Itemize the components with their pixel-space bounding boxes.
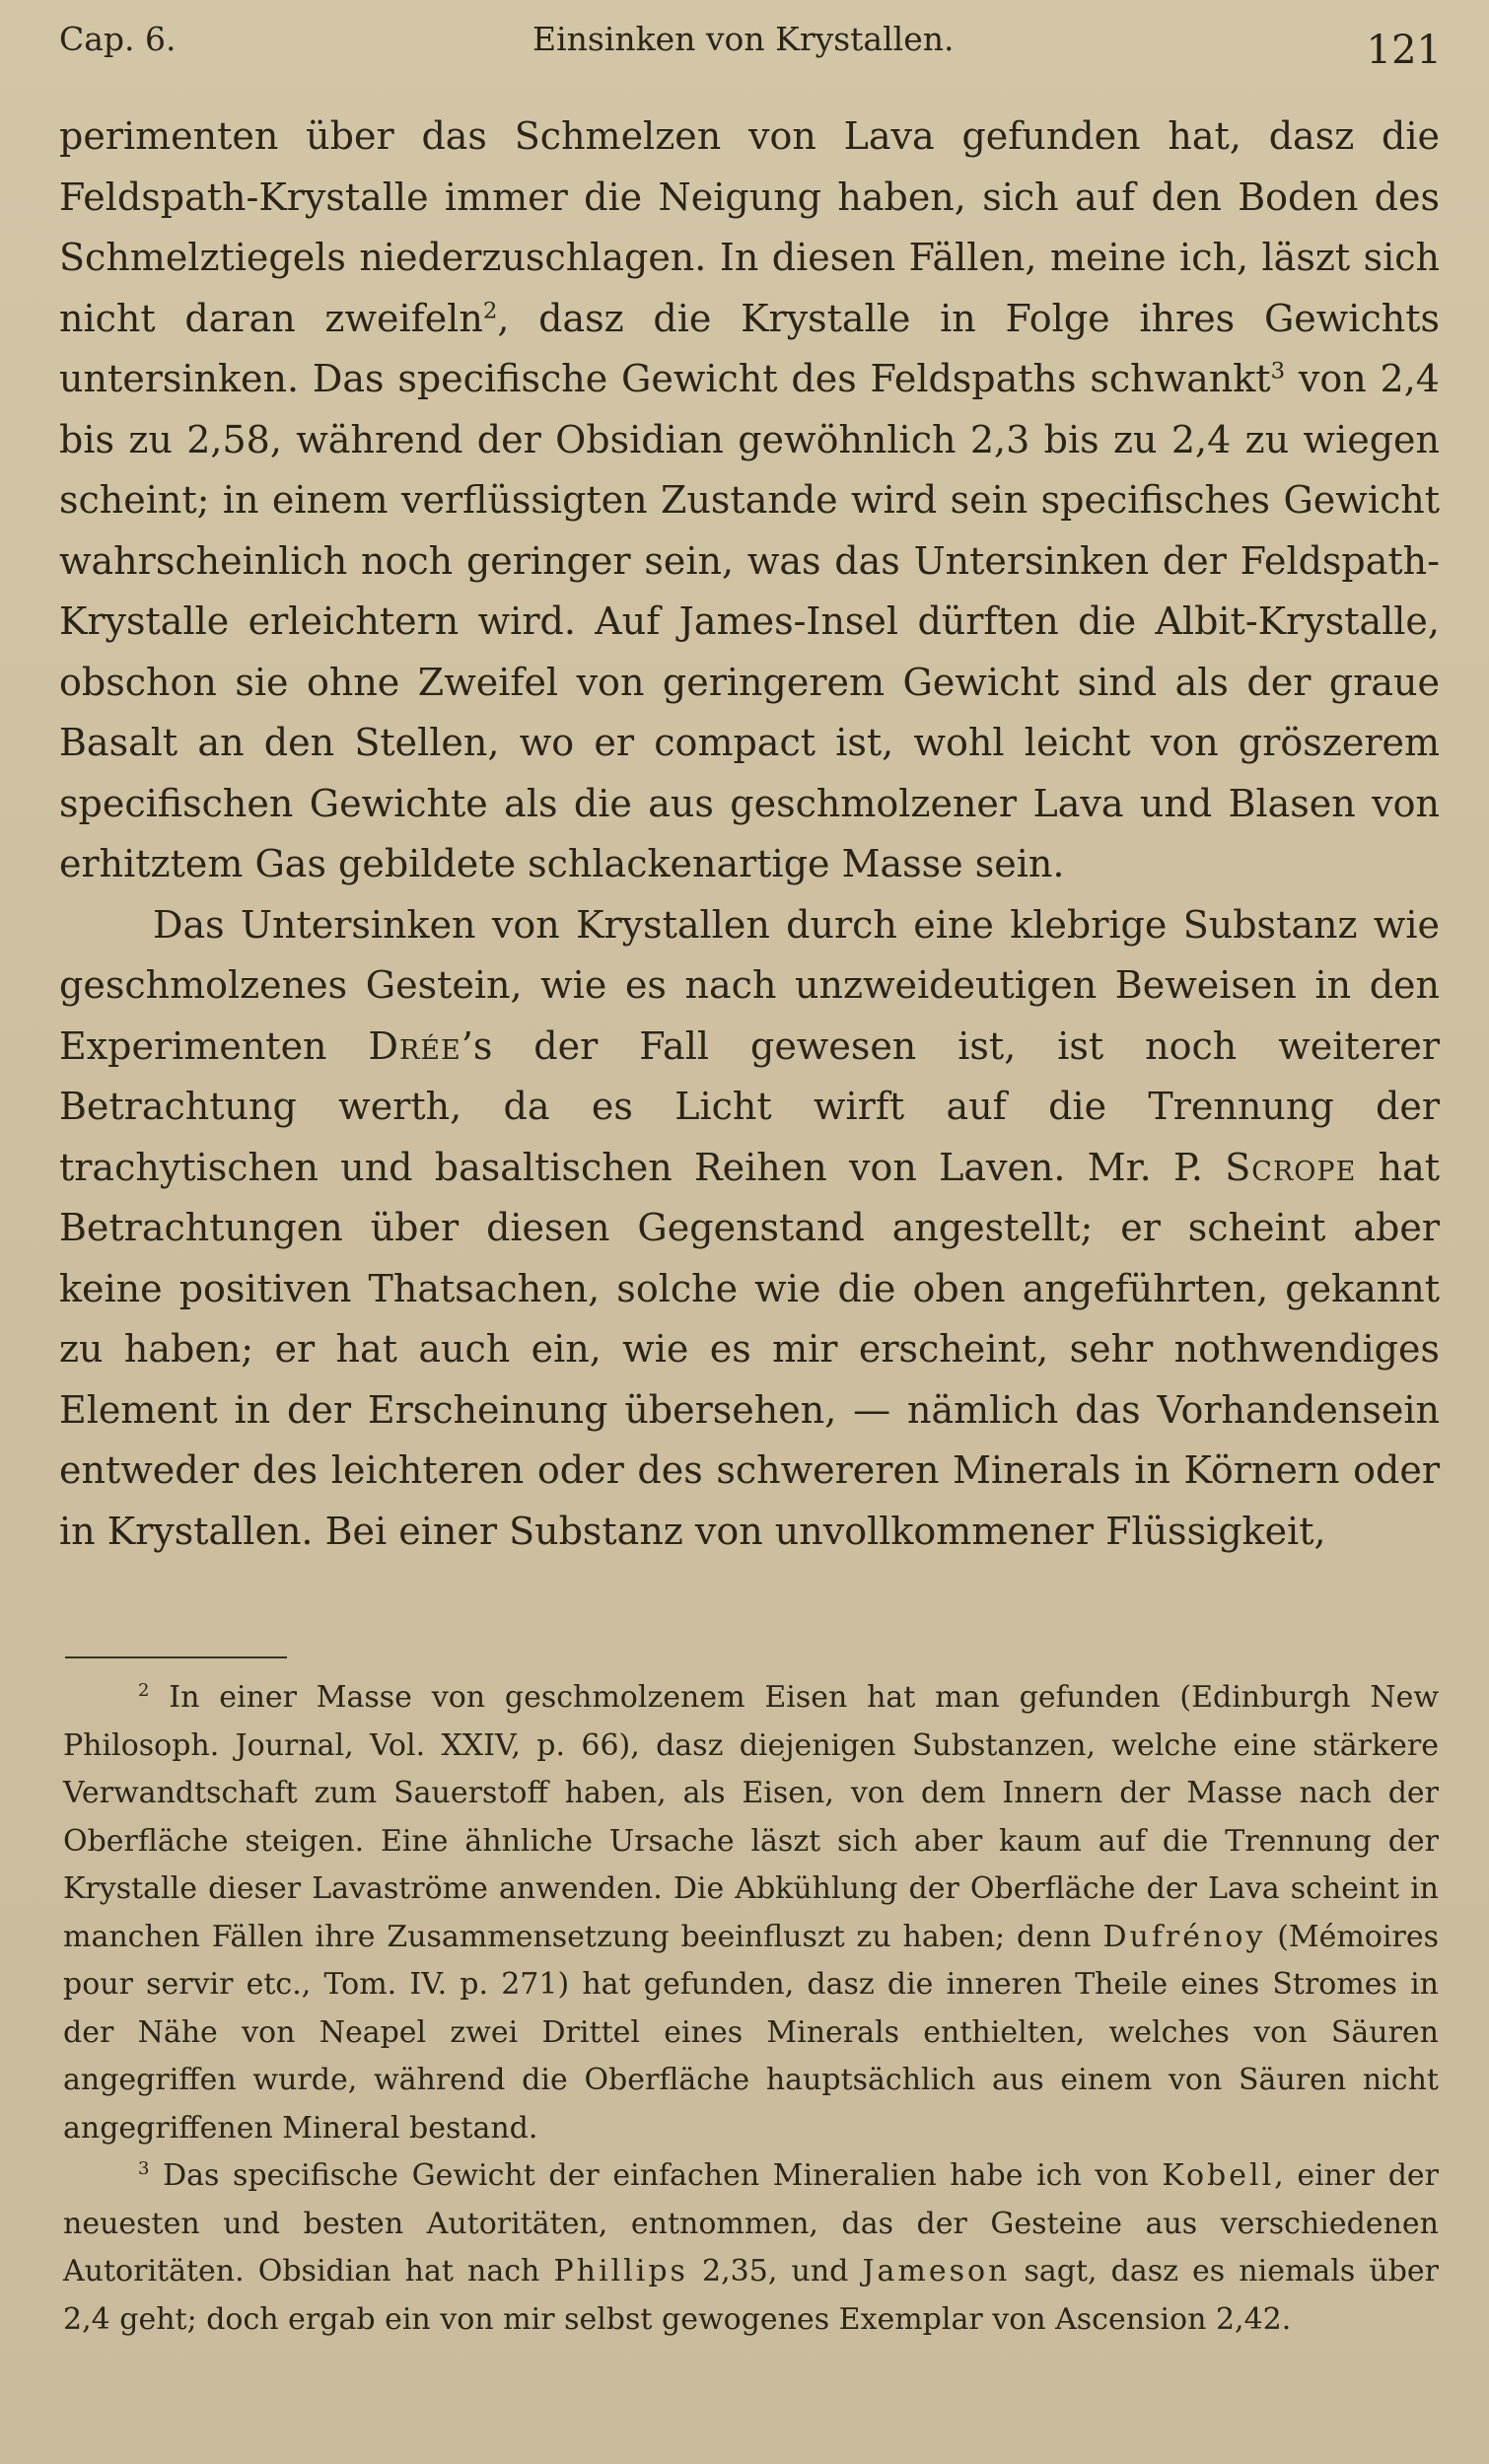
paragraph-1-text-c: von 2,4 bis zu 2,58, während der Obsidian gewöhnlich 2,3 bis zu 2,4 zu wiegen scheint; in einem verflüssigten Zustande wird sein specifisches Gewicht wahrscheinlich noch geringer sein, was das Untersinken der Feldspath-Krystalle erleichtern wird. Auf James-Insel dürften die Albit-Krystalle, obschon sie ohne Zweifel von geringerem Gewicht sind als der graue Basalt an den Stellen, wo er compact ist, wohl leicht von gröszerem specifischen Gewichte als die aus geschmolzener Lava und Blasen von erhitztem Gas gebildete schlackenartige Masse sein. — [59, 357, 1440, 885]
paragraph-1 — [59, 106, 1440, 895]
running-title: Einsinken von Krystallen. — [532, 20, 955, 58]
footnote-2 — [63, 1674, 1439, 2152]
running-header — [59, 8, 1442, 77]
main-text — [59, 106, 1440, 1562]
paragraph-1-text-b: , dasz die Krystalle in Folge ihres Gewichts untersinken. Das specifische Gewicht des Feldspaths schwankt — [59, 296, 1440, 400]
footnote-3-text-c: 2,35, und — [687, 2254, 863, 2288]
footnote-3-mark: 3 — [138, 2158, 150, 2179]
author-name-jameson: Jameson — [862, 2254, 1011, 2288]
footnote-2-text-b: (Mémoires pour servir etc., Tom. IV. p. 271) hat gefunden, dasz die inneren Theile eines Stromes in der Nähe von Neapel zwei Drittel eines Minerals enthielten, welches von Säuren angegriffen wurde, während die Oberfläche hauptsächlich aus einem von Säuren nicht angegriffenen Mineral bestand. — [63, 1919, 1439, 2146]
author-name-dufrenoy: Dufrénoy — [1102, 1919, 1266, 1954]
author-name-scrope: Scrope — [1225, 1145, 1357, 1189]
footnote-2-mark: 2 — [138, 1680, 150, 1701]
author-name-kobell: Kobell — [1162, 2158, 1275, 2193]
paragraph-1-text: perimenten über das Schmelzen von Lava gefunden hat, dasz die Feldspath-Krystalle immer die Neigung haben, sich auf den Boden des Schmelztiegels niederzuschlagen. In diesen Fällen, meine ich, läszt sich nicht daran zweifeln — [59, 114, 1440, 340]
paragraph-2-text-c: hat Betrachtungen über diesen Gegenstand angestellt; er scheint aber keine positiven Thatsachen, solche wie die oben angeführten, gekannt zu haben; er hat auch ein, wie es mir erscheint, sehr nothwendiges Element in der Erscheinung übersehen, — nämlich das Vorhandensein entweder des leichteren oder des schwereren Minerals in Körnern oder in Krystallen. Bei einer Substanz von unvollkommener Flüssigkeit, — [59, 1145, 1440, 1553]
author-name-dree: Drée — [368, 1023, 461, 1068]
author-name-phillips: Phillips — [553, 2254, 688, 2288]
footnote-3 — [63, 2152, 1439, 2344]
footnote-ref-3: 3 — [1270, 358, 1286, 385]
paragraph-2-text-b: ’s der Fall gewesen ist, ist noch weiterer Betrachtung werth, da es Licht wirft auf die Trennung der trachytischen und basaltischen Reihen von Laven. Mr. P. — [59, 1023, 1440, 1189]
footnote-2-text-a: In einer Masse von geschmolzenem Eisen hat man gefunden (Edinburgh New Philosoph. Journal, Vol. XXIV, p. 66), dasz diejenigen Substanzen, welche eine stärkere Verwandtschaft zum Sauerstoff haben, als Eisen, von dem Innern der Masse nach der Oberfläche steigen. Eine ähnliche Ursache läszt sich aber kaum auf die Trennung der Krystalle dieser Lavaströme anwenden. Die Abkühlung der Oberfläche der Lava scheint in manchen Fällen ihre Zusammensetzung beeinfluszt zu haben; denn — [63, 1680, 1439, 1954]
page-number: 121 — [1366, 28, 1442, 73]
footnote-ref-2: 2 — [482, 297, 498, 323]
footnote-divider — [65, 1656, 287, 1658]
footnote-3-text-a: Das specifische Gewicht der einfachen Mineralien habe ich von — [149, 2158, 1163, 2193]
paragraph-2-text-a: Das Untersinken von Krystallen durch eine klebrige Substanz wie geschmolzenes Gestein, wie es nach unzweideutigen Beweisen in den Experimenten — [59, 902, 1440, 1068]
footnote-3-text-b: , einer der neuesten und besten Autoritäten, entnommen, das der Gesteine aus verschiedenen Autoritäten. Obsidian hat nach — [63, 2158, 1439, 2288]
footnote-3-text-d: sagt, dasz es niemals über 2,4 geht; doch ergab ein von mir selbst gewogenes Exemplar von Ascension 2,42. — [63, 2254, 1440, 2337]
paragraph-2 — [59, 895, 1440, 1563]
chapter-label: Cap. 6. — [59, 20, 177, 58]
footnotes — [63, 1674, 1439, 2344]
